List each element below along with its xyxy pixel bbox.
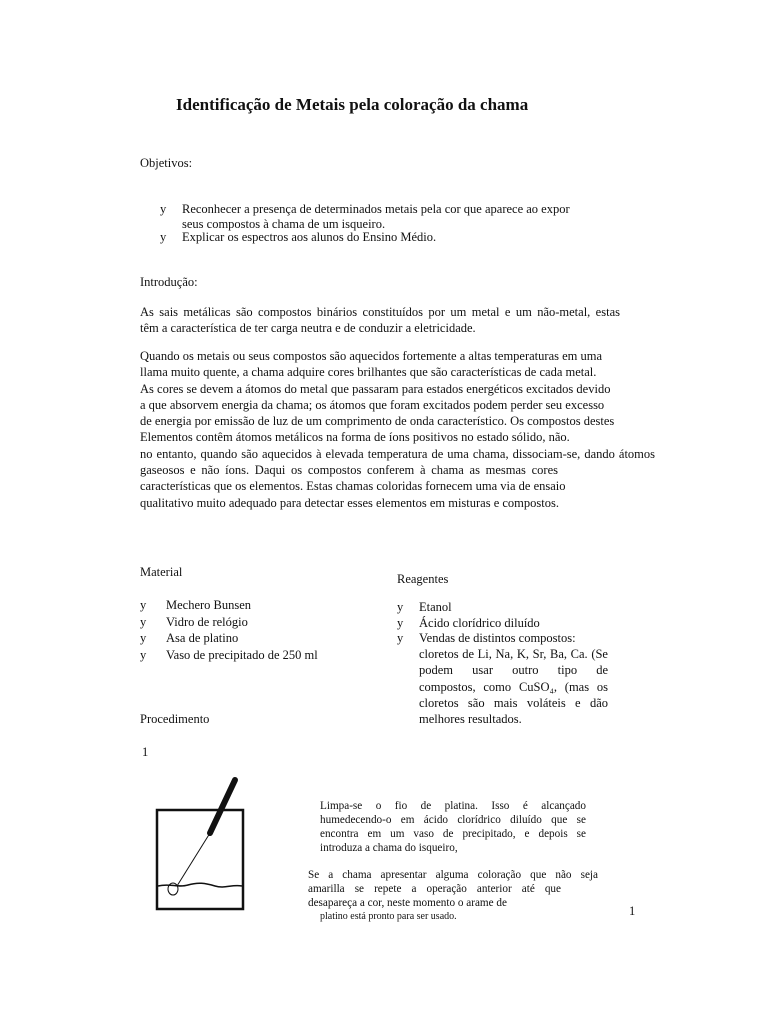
text-line: humedecendo-o em ácido clorídrico diluído que se (320, 814, 586, 826)
material-heading: Material (140, 565, 183, 579)
objetivo-item-2-line1: Explicar os espectros aos alunos do Ensino Médio. (182, 230, 437, 244)
text-line: cloretos são mais voláteis e dão (419, 695, 608, 710)
introducao-heading: Introdução: (140, 275, 198, 289)
list-item: y Asa de platino (140, 631, 239, 645)
procedimento-heading: Procedimento (140, 712, 210, 726)
text-line: têm a característica de ter carga neutra e de conduzir a eletricidade. (140, 321, 476, 336)
objetivos-heading: Objetivos: (140, 156, 193, 170)
material-list (140, 597, 318, 663)
objetivo-item-1 (160, 202, 570, 232)
text-line: Se a chama apresentar alguma coloração que não seja (308, 869, 598, 881)
bullet-marker: y (140, 598, 147, 612)
text-line: qualitativo muito adequado para detectar esses elementos em misturas e compostos. (140, 495, 559, 510)
page-title: Identificação de Metais pela coloração da chama (176, 95, 529, 114)
text-line: amarilla se repete a operação anterior até que (308, 883, 561, 895)
text-line: Limpa-se o fio de platina. Isso é alcançado (320, 800, 586, 812)
list-item: y Mechero Bunsen (140, 598, 252, 612)
bullet-marker: y (160, 230, 167, 244)
step-1-paragraph-2 (308, 868, 598, 924)
step-number: 1 (142, 745, 149, 759)
list-item: y Ácido clorídrico diluído (397, 615, 540, 630)
text-line: introduza a chama do isqueiro, (320, 842, 458, 854)
objetivo-item-1-line2: seus compostos à chama de um isqueiro. (182, 217, 386, 231)
text-line: encontra em um vaso de precipitado, e depois se (320, 828, 586, 840)
introducao-paragraph-2 (140, 348, 655, 511)
page-number: 1 (629, 904, 636, 918)
reagentes-description (419, 646, 608, 727)
text-line: no entanto, quando são aquecidos à elevada temperatura de uma chama, dissociam-se, dando átomos (140, 446, 655, 461)
text-line: Elementos contêm átomos metálicos na forma de íons positivos no estado sólido, não. (140, 430, 570, 445)
beaker-illustration (150, 775, 250, 915)
text-line: llama muito quente, a chama adquire cores brilhantes que são características de cada metal. (140, 365, 597, 380)
list-item: y Vendas de distintos compostos: (397, 631, 576, 645)
text-line: As cores se devem a átomos do metal que passaram para estados energéticos excitados devido (140, 381, 611, 396)
text-line: desapareça a cor, neste momento o arame de (308, 897, 507, 909)
introducao-paragraph-1 (140, 304, 620, 337)
text-line: As sais metálicas são compostos binários constituídos por um metal e um não-metal, estas (140, 305, 620, 319)
list-item: y Etanol (397, 600, 452, 614)
text-line: de energia por emissão de luz de um comprimento de onda característico. Os compostos destes (140, 414, 615, 429)
wire-handle (210, 780, 235, 833)
bullet-marker: y (160, 202, 167, 216)
step-1-paragraph-1 (320, 799, 586, 855)
bullet-marker: y (140, 647, 147, 662)
reagentes-heading: Reagentes (397, 572, 449, 586)
objetivo-item-1-line1: Reconhecer a presença de determinados metais pela cor que aparece ao expor (182, 202, 570, 216)
bullet-marker: y (397, 631, 404, 645)
list-item: y Vidro de relógio (140, 614, 248, 629)
text-line: cloretos de Li, Na, K, Sr, Ba, Ca. (Se (419, 647, 608, 661)
text-line: características que os elementos. Estas chamas coloridas fornecem uma via de ensaio (140, 479, 566, 494)
objetivo-item-2 (160, 230, 436, 245)
text-line: compostos, como CuSO₄, (mas os (419, 679, 608, 694)
reagentes-list (397, 600, 576, 647)
text-line: platino está pronto para ser usado. (320, 911, 457, 922)
text-line: a que absorvem energia da chama; os átomos que foram excitados podem perder seu excesso (140, 397, 605, 412)
text-line: Quando os metais ou seus compostos são aquecidos fortemente a altas temperaturas em uma (140, 349, 603, 363)
text-line: podem usar outro tipo de (419, 663, 608, 678)
bullet-marker: y (397, 600, 404, 614)
text-line: gaseosos e não íons. Daqui os compostos conferem à chama as mesmas cores (140, 463, 558, 478)
list-item: y Vaso de precipitado de 250 ml (140, 647, 318, 662)
text-line: melhores resultados. (419, 712, 522, 727)
bullet-marker: y (140, 614, 147, 629)
bullet-marker: y (397, 615, 404, 630)
bullet-marker: y (140, 631, 147, 645)
platinum-wire (177, 833, 210, 886)
